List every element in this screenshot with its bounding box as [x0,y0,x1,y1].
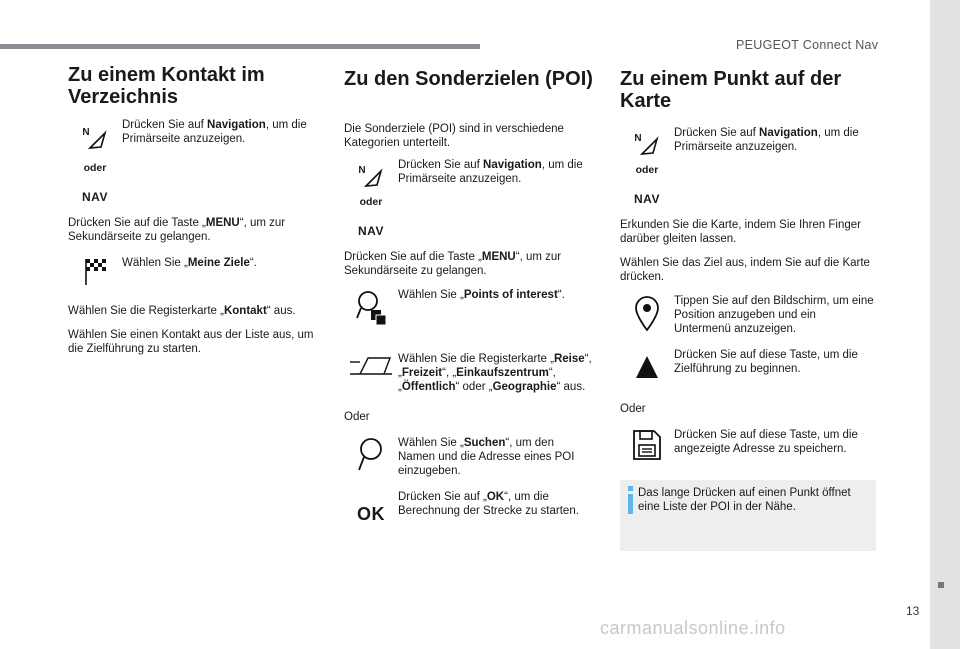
menu-paragraph: Drücken Sie auf die Taste „MENU“, um zur Sekundärseite zu gelangen. [344,251,562,277]
nav-button[interactable]: NAV [634,192,660,206]
note-text: Das lange Drücken auf einen Punkt öffnet eine Liste der POI in der Nähe. [638,487,851,513]
compass-icon[interactable]: N [358,166,383,190]
compass-icon[interactable]: N [634,134,659,158]
side-marker [938,582,944,588]
tab-icon[interactable] [344,352,398,378]
step-text: Drücken Sie auf „OK“, um die Berechnung der Strecke zu starten. [398,491,579,517]
location-pin-icon[interactable] [620,294,674,334]
step-text: Wählen Sie „Suchen“, um den Namen und die Adresse eines POI einzugeben. [398,437,575,477]
step-text: Drücken Sie auf diese Taste, um die Zielführung zu beginnen. [674,349,858,375]
poi-search-icon[interactable] [344,288,398,328]
search-icon[interactable] [344,436,398,474]
ok-label: OK [357,504,385,524]
compass-icon[interactable]: N [82,128,107,152]
step-meine-ziele [68,256,318,286]
step-text: Drücken Sie auf Navigation, um die Primärseite anzuzeigen. [398,159,583,185]
step-tap [620,294,876,336]
step-text: Wählen Sie „Points of interest“. [398,289,565,301]
step-start [620,348,876,384]
oder-label: oder [359,196,383,208]
contact-paragraph: Wählen Sie einen Kontakt aus der Liste aus, um die Zielführung zu starten. [68,329,314,355]
oder-label: oder [83,162,107,174]
step-text: Tippen Sie auf den Bildschirm, um eine Position anzugeben und ein Untermenü anzuzeigen. [674,295,874,335]
step-search [344,436,594,478]
intro-paragraph: Die Sonderziele (POI) sind in verschiedene Kategorien unterteilt. [344,123,564,149]
nav-icon-group [620,126,674,206]
watermark: carmanualsonline.info [600,618,786,638]
nav-button[interactable]: NAV [358,224,384,238]
side-tab [930,0,960,649]
nav-icon-group [344,158,398,238]
info-note [620,480,876,551]
step-navigation [68,118,318,204]
step-text: Drücken Sie auf Navigation, um die Primärseite anzuzeigen. [122,119,307,145]
section-contact [68,64,318,356]
step-categories [344,352,594,394]
step-text: Wählen Sie „Meine Ziele“. [122,257,257,269]
section-title: Zu den Sonderzielen (POI) [344,68,593,90]
nav-button[interactable]: NAV [82,190,108,204]
brand-label: PEUGEOT Connect Nav [736,38,879,52]
section-map-point [620,64,876,551]
step-poi [344,288,594,328]
info-icon [628,486,632,521]
step-navigation [344,158,594,238]
oder-paragraph: Oder [620,403,646,415]
explore-paragraph: Erkunden Sie die Karte, indem Sie Ihren Finger darüber gleiten lassen. [620,219,861,245]
section-title: Zu einem Kontakt im Verzeichnis [68,64,265,108]
oder-paragraph: Oder [344,411,370,423]
step-text: Drücken Sie auf diese Taste, um die angezeigte Adresse zu speichern. [674,429,858,455]
tab-paragraph: Wählen Sie die Registerkarte „Kontakt“ aus. [68,305,296,317]
section-title: Zu einem Punkt auf der Karte [620,68,842,112]
checkered-flag-icon[interactable] [68,256,122,286]
nav-icon-group [68,118,122,204]
select-paragraph: Wählen Sie das Ziel aus, indem Sie auf die Karte drücken. [620,257,870,283]
step-text: Wählen Sie die Registerkarte „Reise“, „Freizeit“, „Einkaufszentrum“, „Öffentlich“ oder „Geographie“ aus. [398,353,592,393]
step-save [620,428,876,462]
page-number: 13 [906,604,920,618]
header-rule [0,44,480,49]
navigate-arrow-icon[interactable] [620,348,674,384]
section-poi [344,64,594,525]
save-icon[interactable] [620,428,674,462]
step-text: Drücken Sie auf Navigation, um die Primärseite anzuzeigen. [674,127,859,153]
step-navigation [620,126,876,206]
step-ok [344,490,594,525]
oder-label: oder [635,164,659,176]
ok-button[interactable] [344,490,398,525]
menu-paragraph: Drücken Sie auf die Taste „MENU“, um zur Sekundärseite zu gelangen. [68,217,286,243]
